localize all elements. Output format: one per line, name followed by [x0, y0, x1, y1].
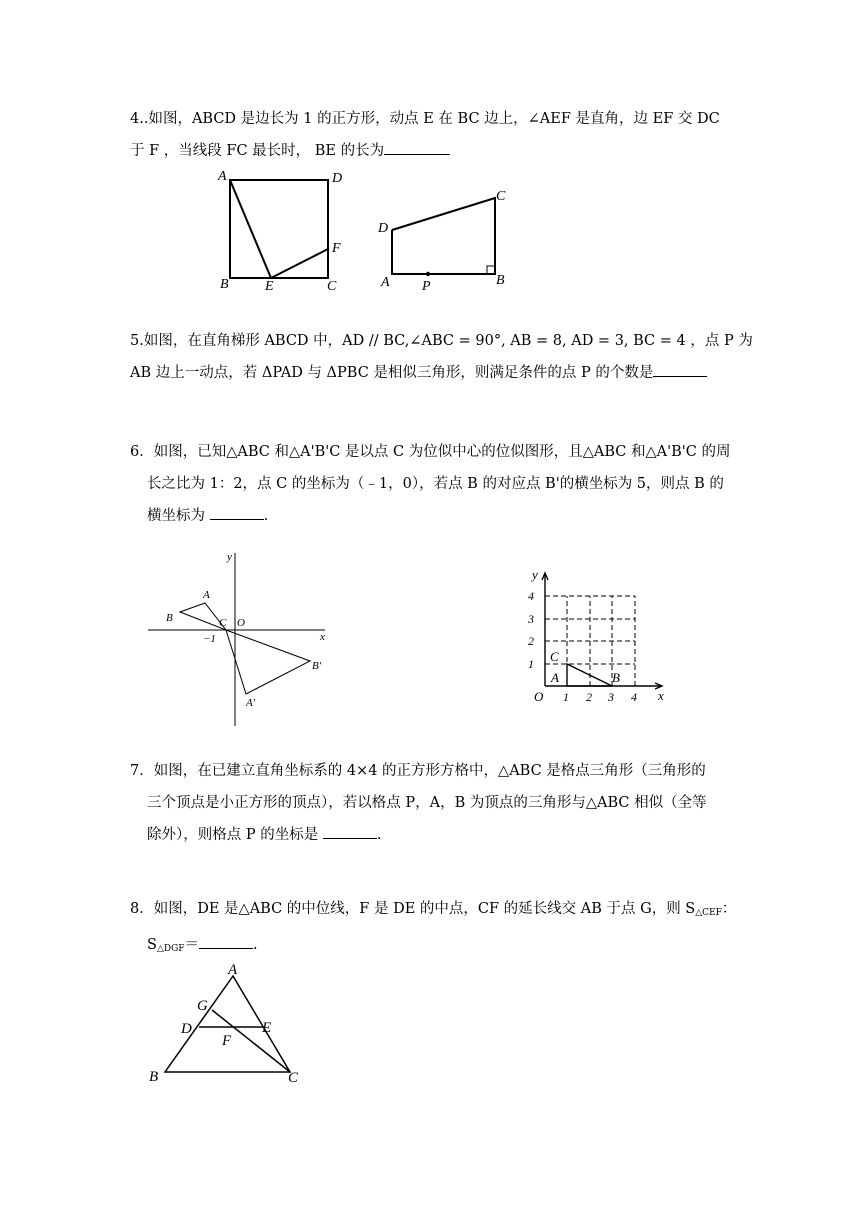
label-f: F	[222, 1033, 232, 1049]
q8-triangle-figure	[145, 960, 315, 1090]
q4-line-1: 4..如图，ABCD 是边长为 1 的正方形，动点 E 在 BC 边上，∠AEF 是直角，边 EF 交 DC	[130, 111, 720, 127]
q4-line-2-text: 于 F ，当线段 FC 最长时， BE 的长为	[130, 143, 385, 159]
q7-line-3-end: .	[376, 827, 382, 843]
q7-answer-blank	[323, 824, 377, 839]
label-a: A	[203, 589, 210, 601]
label-d: D	[332, 171, 343, 186]
label-x: x	[320, 631, 325, 643]
q5-answer-blank	[653, 362, 707, 377]
q5-line-2-text: AB 边上一动点，若 ΔPAD 与 ΔPBC 是相似三角形，则满足条件的点 P 的个数是	[130, 365, 654, 381]
label-b: B	[612, 670, 620, 685]
label-g: G	[197, 998, 208, 1014]
question-7	[130, 755, 730, 851]
triangle-apbpc	[226, 630, 310, 694]
q8-line-1-end: ：	[721, 901, 737, 917]
q8-eq: ＝	[184, 937, 200, 953]
label-o: O	[237, 617, 245, 629]
label-o: O	[534, 689, 544, 704]
label-y: y	[532, 567, 538, 582]
q8-line-1-text: 8．如图，DE 是△ABC 的中位线，F 是 DE 的中点，CF 的延长线交 AB 于点 G，则 S	[130, 901, 696, 917]
q7-line-3-text: 除外），则格点 P 的坐标是	[147, 827, 319, 843]
q8-line-2-end: .	[253, 937, 258, 953]
q4-trapezoid-figure	[375, 180, 525, 300]
label-a: A	[381, 275, 390, 290]
q5-line-2	[130, 357, 730, 389]
q8-answer-blank	[199, 934, 253, 949]
label-p: P	[422, 279, 431, 294]
label-a-prime: A′	[246, 697, 256, 709]
q4-square-figure	[210, 160, 350, 300]
label-d: D	[378, 221, 389, 236]
tick-x-2: 2	[586, 690, 592, 704]
q8-line-2-sub: △DGF	[156, 944, 185, 954]
label-a: A	[218, 169, 227, 184]
label-minus-1: −1	[203, 633, 216, 645]
q8-s: S	[147, 937, 157, 953]
segment-ae	[230, 180, 271, 278]
label-b: B	[149, 1069, 159, 1085]
tick-x-4: 4	[631, 690, 637, 704]
right-angle-mark	[487, 266, 495, 274]
question-4	[130, 103, 730, 167]
label-c: C	[288, 1070, 299, 1086]
label-b: B	[220, 277, 229, 292]
label-e: E	[265, 279, 274, 294]
segment-ef	[271, 249, 328, 278]
q7-line-1: 7．如图，在已建立直角坐标系的 4×4 的正方形方格中，△ABC 是格点三角形（三角形的	[130, 763, 706, 779]
tick-y-2: 2	[528, 634, 534, 648]
q7-grid-figure	[520, 563, 675, 708]
tick-y-4: 4	[528, 589, 534, 603]
label-e: E	[262, 1020, 272, 1036]
q5-line-1: 5.如图，在直角梯形 ABCD 中，AD // BC,∠ABC = 90°, AB = 8, AD = 3, BC = 4 ，点 P 为	[130, 333, 753, 349]
q6-answer-blank	[210, 505, 264, 520]
q7-line-2: 三个顶点是小正方形的顶点），若以格点 P，A，B 为顶点的三角形与△ABC 相似（全等	[147, 795, 707, 811]
label-c: C	[550, 649, 559, 664]
q6-line-2: 长之比为 1：2，点 C 的坐标为（﹣1，0），若点 B 的对应点 B'的横坐标为 5，则点 B 的	[147, 476, 724, 492]
label-a: A	[551, 670, 559, 685]
label-b-prime: B′	[312, 660, 322, 672]
label-b: B	[166, 612, 173, 624]
tick-y-1: 1	[528, 657, 534, 671]
question-6	[130, 436, 730, 532]
q8-line-1	[130, 893, 737, 929]
square-abcd	[230, 180, 328, 278]
label-x: x	[658, 688, 664, 703]
label-f: F	[332, 241, 341, 256]
tick-y-3: 3	[528, 612, 534, 626]
tick-x-3: 3	[608, 690, 614, 704]
q6-line-3	[130, 500, 730, 532]
q6-line-1: 6．如图，已知△ABC 和△A'B'C 是以点 C 为位似中心的位似图形，且△ABC 和△A'B'C 的周	[130, 444, 731, 460]
label-c: C	[327, 279, 337, 294]
q6-homothety-figure	[140, 548, 340, 733]
question-5	[130, 325, 753, 389]
tick-x-1: 1	[563, 690, 569, 704]
trapezoid-abcd	[392, 198, 495, 274]
label-d: D	[181, 1021, 192, 1037]
question-8	[130, 893, 737, 965]
label-b: B	[496, 273, 505, 288]
label-y: y	[227, 551, 232, 563]
q6-line-3-text: 横坐标为	[147, 508, 205, 524]
q6-line-3-end: .	[263, 508, 269, 524]
q8-line-1-sub: △CEF	[695, 908, 722, 918]
q4-answer-blank	[384, 140, 450, 155]
label-c: C	[496, 189, 506, 204]
label-c: C	[219, 617, 227, 629]
q7-line-3	[130, 819, 730, 851]
point-p	[426, 272, 430, 276]
label-a: A	[228, 962, 238, 978]
